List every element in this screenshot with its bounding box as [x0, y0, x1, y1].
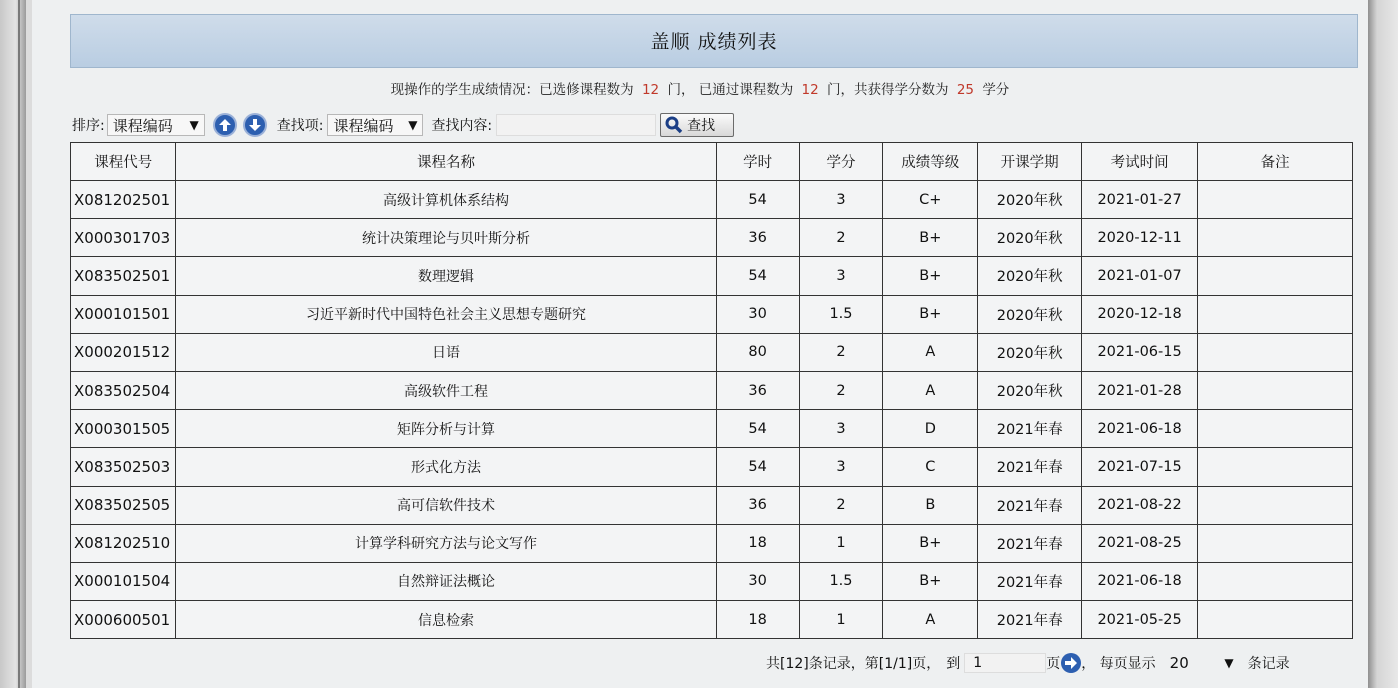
arrow-right-icon [1064, 656, 1078, 670]
summary-mid1: 门， 已通过课程数为 [667, 82, 794, 98]
cell-grade: B+ [883, 219, 978, 257]
per-page-label: ， 每页显示 [1081, 656, 1156, 672]
cell-exam-date: 2021-08-25 [1081, 524, 1197, 562]
cell-grade: A [883, 333, 978, 371]
cell-remarks [1198, 601, 1353, 639]
pager-page-unit: 页 [1046, 656, 1061, 672]
cell-exam-date: 2021-01-27 [1081, 181, 1197, 219]
cell-semester: 2020年秋 [978, 257, 1081, 295]
table-row[interactable] [71, 371, 1353, 409]
table-row[interactable] [71, 219, 1353, 257]
column-header-course-name[interactable]: 课程名称 [176, 143, 716, 181]
cell-remarks [1198, 333, 1353, 371]
cell-course-code: X000301703 [71, 219, 176, 257]
grade-summary [32, 78, 1368, 98]
selected-course-count: 12 [641, 82, 660, 98]
dropdown-arrow-icon: ▼ [408, 118, 418, 132]
sort-ascending-button[interactable] [213, 113, 237, 137]
earned-credits: 25 [956, 82, 975, 98]
cell-hours: 30 [716, 562, 799, 600]
cell-exam-date: 2021-08-22 [1081, 486, 1197, 524]
cell-course-code: X000101504 [71, 562, 176, 600]
cell-course-code: X083502501 [71, 257, 176, 295]
pager-goto-label: 到 [946, 656, 961, 672]
cell-credits: 2 [799, 486, 882, 524]
cell-remarks [1198, 181, 1353, 219]
page-size-value: 20 [1169, 654, 1189, 672]
cell-course-name: 矩阵分析与计算 [176, 410, 716, 448]
grade-table [70, 142, 1353, 639]
window-left-border [0, 0, 26, 688]
cell-course-name: 自然辩证法概论 [176, 562, 716, 600]
cell-hours: 36 [716, 219, 799, 257]
cell-course-name: 计算学科研究方法与论文写作 [176, 524, 716, 562]
table-row[interactable] [71, 601, 1353, 639]
cell-course-code: X000201512 [71, 333, 176, 371]
cell-grade: B+ [883, 295, 978, 333]
cell-exam-date: 2021-05-25 [1081, 601, 1197, 639]
cell-course-code: X000301505 [71, 410, 176, 448]
cell-course-name: 高级计算机体系结构 [176, 181, 716, 219]
cell-exam-date: 2021-06-15 [1081, 333, 1197, 371]
cell-hours: 18 [716, 601, 799, 639]
dropdown-arrow-icon: ▼ [189, 118, 199, 132]
pager-total: 共[12]条记录，第[1/1]页， [766, 656, 941, 672]
cell-hours: 54 [716, 257, 799, 295]
cell-semester: 2021年春 [978, 410, 1081, 448]
cell-grade: B+ [883, 562, 978, 600]
column-header-semester[interactable]: 开课学期 [978, 143, 1081, 181]
cell-credits: 3 [799, 181, 882, 219]
sort-label: 排序: [72, 118, 105, 134]
cell-course-name: 数理逻辑 [176, 257, 716, 295]
cell-grade: C [883, 448, 978, 486]
sort-select[interactable] [107, 114, 205, 136]
table-body [71, 181, 1353, 639]
cell-credits: 3 [799, 257, 882, 295]
summary-suffix: 学分 [982, 82, 1010, 98]
cell-exam-date: 2021-06-18 [1081, 562, 1197, 600]
search-content-label: 查找内容: [431, 118, 493, 134]
table-row[interactable] [71, 181, 1353, 219]
window-right-border [1368, 0, 1398, 688]
table-row[interactable] [71, 448, 1353, 486]
cell-remarks [1198, 371, 1353, 409]
cell-credits: 3 [799, 448, 882, 486]
cell-grade: B+ [883, 257, 978, 295]
cell-exam-date: 2020-12-18 [1081, 295, 1197, 333]
arrow-up-icon [218, 118, 232, 132]
records-label: 条记录 [1247, 656, 1290, 672]
cell-credits: 2 [799, 371, 882, 409]
cell-hours: 18 [716, 524, 799, 562]
cell-grade: B [883, 486, 978, 524]
cell-exam-date: 2021-01-07 [1081, 257, 1197, 295]
dropdown-arrow-icon: ▼ [1224, 656, 1234, 670]
toolbar [72, 112, 1352, 138]
pagination-bar [32, 651, 1368, 675]
cell-semester: 2021年春 [978, 486, 1081, 524]
cell-exam-date: 2021-07-15 [1081, 448, 1197, 486]
cell-credits: 1.5 [799, 562, 882, 600]
cell-grade: C+ [883, 181, 978, 219]
cell-course-code: X083502503 [71, 448, 176, 486]
cell-remarks [1198, 448, 1353, 486]
cell-course-name: 高级软件工程 [176, 371, 716, 409]
search-field-label: 查找项: [276, 118, 324, 134]
search-field-select[interactable] [327, 114, 423, 136]
cell-hours: 36 [716, 486, 799, 524]
cell-course-code: X083502504 [71, 371, 176, 409]
search-input[interactable] [496, 114, 656, 136]
cell-remarks [1198, 562, 1353, 600]
table-row[interactable] [71, 295, 1353, 333]
cell-semester: 2021年春 [978, 524, 1081, 562]
cell-course-name: 统计决策理论与贝叶斯分析 [176, 219, 716, 257]
search-button-label: 查找 [687, 118, 716, 134]
cell-credits: 2 [799, 219, 882, 257]
page-title: 盖顺 成绩列表 [70, 14, 1358, 68]
cell-semester: 2020年秋 [978, 219, 1081, 257]
cell-hours: 54 [716, 181, 799, 219]
cell-semester: 2020年秋 [978, 333, 1081, 371]
cell-course-name: 高可信软件技术 [176, 486, 716, 524]
cell-credits: 3 [799, 410, 882, 448]
cell-remarks [1198, 524, 1353, 562]
cell-exam-date: 2020-12-11 [1081, 219, 1197, 257]
cell-semester: 2021年春 [978, 448, 1081, 486]
column-header-exam-date[interactable]: 考试时间 [1081, 143, 1197, 181]
cell-course-name: 信息检索 [176, 601, 716, 639]
cell-semester: 2020年秋 [978, 181, 1081, 219]
column-header-remarks[interactable]: 备注 [1198, 143, 1353, 181]
column-header-credits[interactable]: 学分 [799, 143, 882, 181]
cell-grade: A [883, 601, 978, 639]
column-header-grade[interactable]: 成绩等级 [883, 143, 978, 181]
cell-semester: 2020年秋 [978, 295, 1081, 333]
table-row[interactable] [71, 410, 1353, 448]
cell-course-code: X000101501 [71, 295, 176, 333]
cell-course-code: X081202510 [71, 524, 176, 562]
cell-course-code: X000600501 [71, 601, 176, 639]
table-header-row [71, 143, 1353, 181]
cell-course-code: X081202501 [71, 181, 176, 219]
summary-mid2: 门，共获得学分数为 [827, 82, 949, 98]
cell-course-name: 形式化方法 [176, 448, 716, 486]
table-row[interactable] [71, 257, 1353, 295]
cell-grade: B+ [883, 524, 978, 562]
magnifier-icon [665, 116, 683, 134]
sort-descending-button[interactable] [243, 113, 267, 137]
cell-credits: 1 [799, 601, 882, 639]
search-button[interactable] [660, 113, 734, 137]
table-row[interactable] [71, 562, 1353, 600]
cell-hours: 80 [716, 333, 799, 371]
cell-exam-date: 2021-06-18 [1081, 410, 1197, 448]
page-size-select[interactable] [1168, 652, 1236, 674]
go-to-page-button[interactable] [1061, 653, 1081, 673]
arrow-down-icon [248, 118, 262, 132]
table-row[interactable] [71, 524, 1353, 562]
cell-course-code: X083502505 [71, 486, 176, 524]
cell-semester: 2021年春 [978, 562, 1081, 600]
cell-grade: A [883, 371, 978, 409]
column-header-course-code[interactable]: 课程代号 [71, 143, 176, 181]
column-header-hours[interactable]: 学时 [716, 143, 799, 181]
cell-remarks [1198, 219, 1353, 257]
cell-credits: 1 [799, 524, 882, 562]
table-row[interactable] [71, 333, 1353, 371]
passed-course-count: 12 [801, 82, 819, 98]
cell-remarks [1198, 410, 1353, 448]
summary-prefix: 现操作的学生成绩情况：已选修课程数为 [390, 82, 634, 98]
cell-hours: 30 [716, 295, 799, 333]
cell-credits: 2 [799, 333, 882, 371]
cell-exam-date: 2021-01-28 [1081, 371, 1197, 409]
sort-select-value: 课程编码 [112, 116, 173, 135]
cell-course-name: 日语 [176, 333, 716, 371]
cell-remarks [1198, 295, 1353, 333]
table-row[interactable] [71, 486, 1353, 524]
page-number-input[interactable]: 1 [964, 653, 1046, 673]
cell-grade: D [883, 410, 978, 448]
search-field-select-value: 课程编码 [333, 116, 394, 135]
cell-semester: 2021年春 [978, 601, 1081, 639]
cell-remarks [1198, 486, 1353, 524]
main-panel [32, 0, 1368, 688]
cell-hours: 54 [716, 448, 799, 486]
cell-hours: 54 [716, 410, 799, 448]
cell-hours: 36 [716, 371, 799, 409]
cell-course-name: 习近平新时代中国特色社会主义思想专题研究 [176, 295, 716, 333]
cell-credits: 1.5 [799, 295, 882, 333]
cell-remarks [1198, 257, 1353, 295]
cell-semester: 2020年秋 [978, 371, 1081, 409]
